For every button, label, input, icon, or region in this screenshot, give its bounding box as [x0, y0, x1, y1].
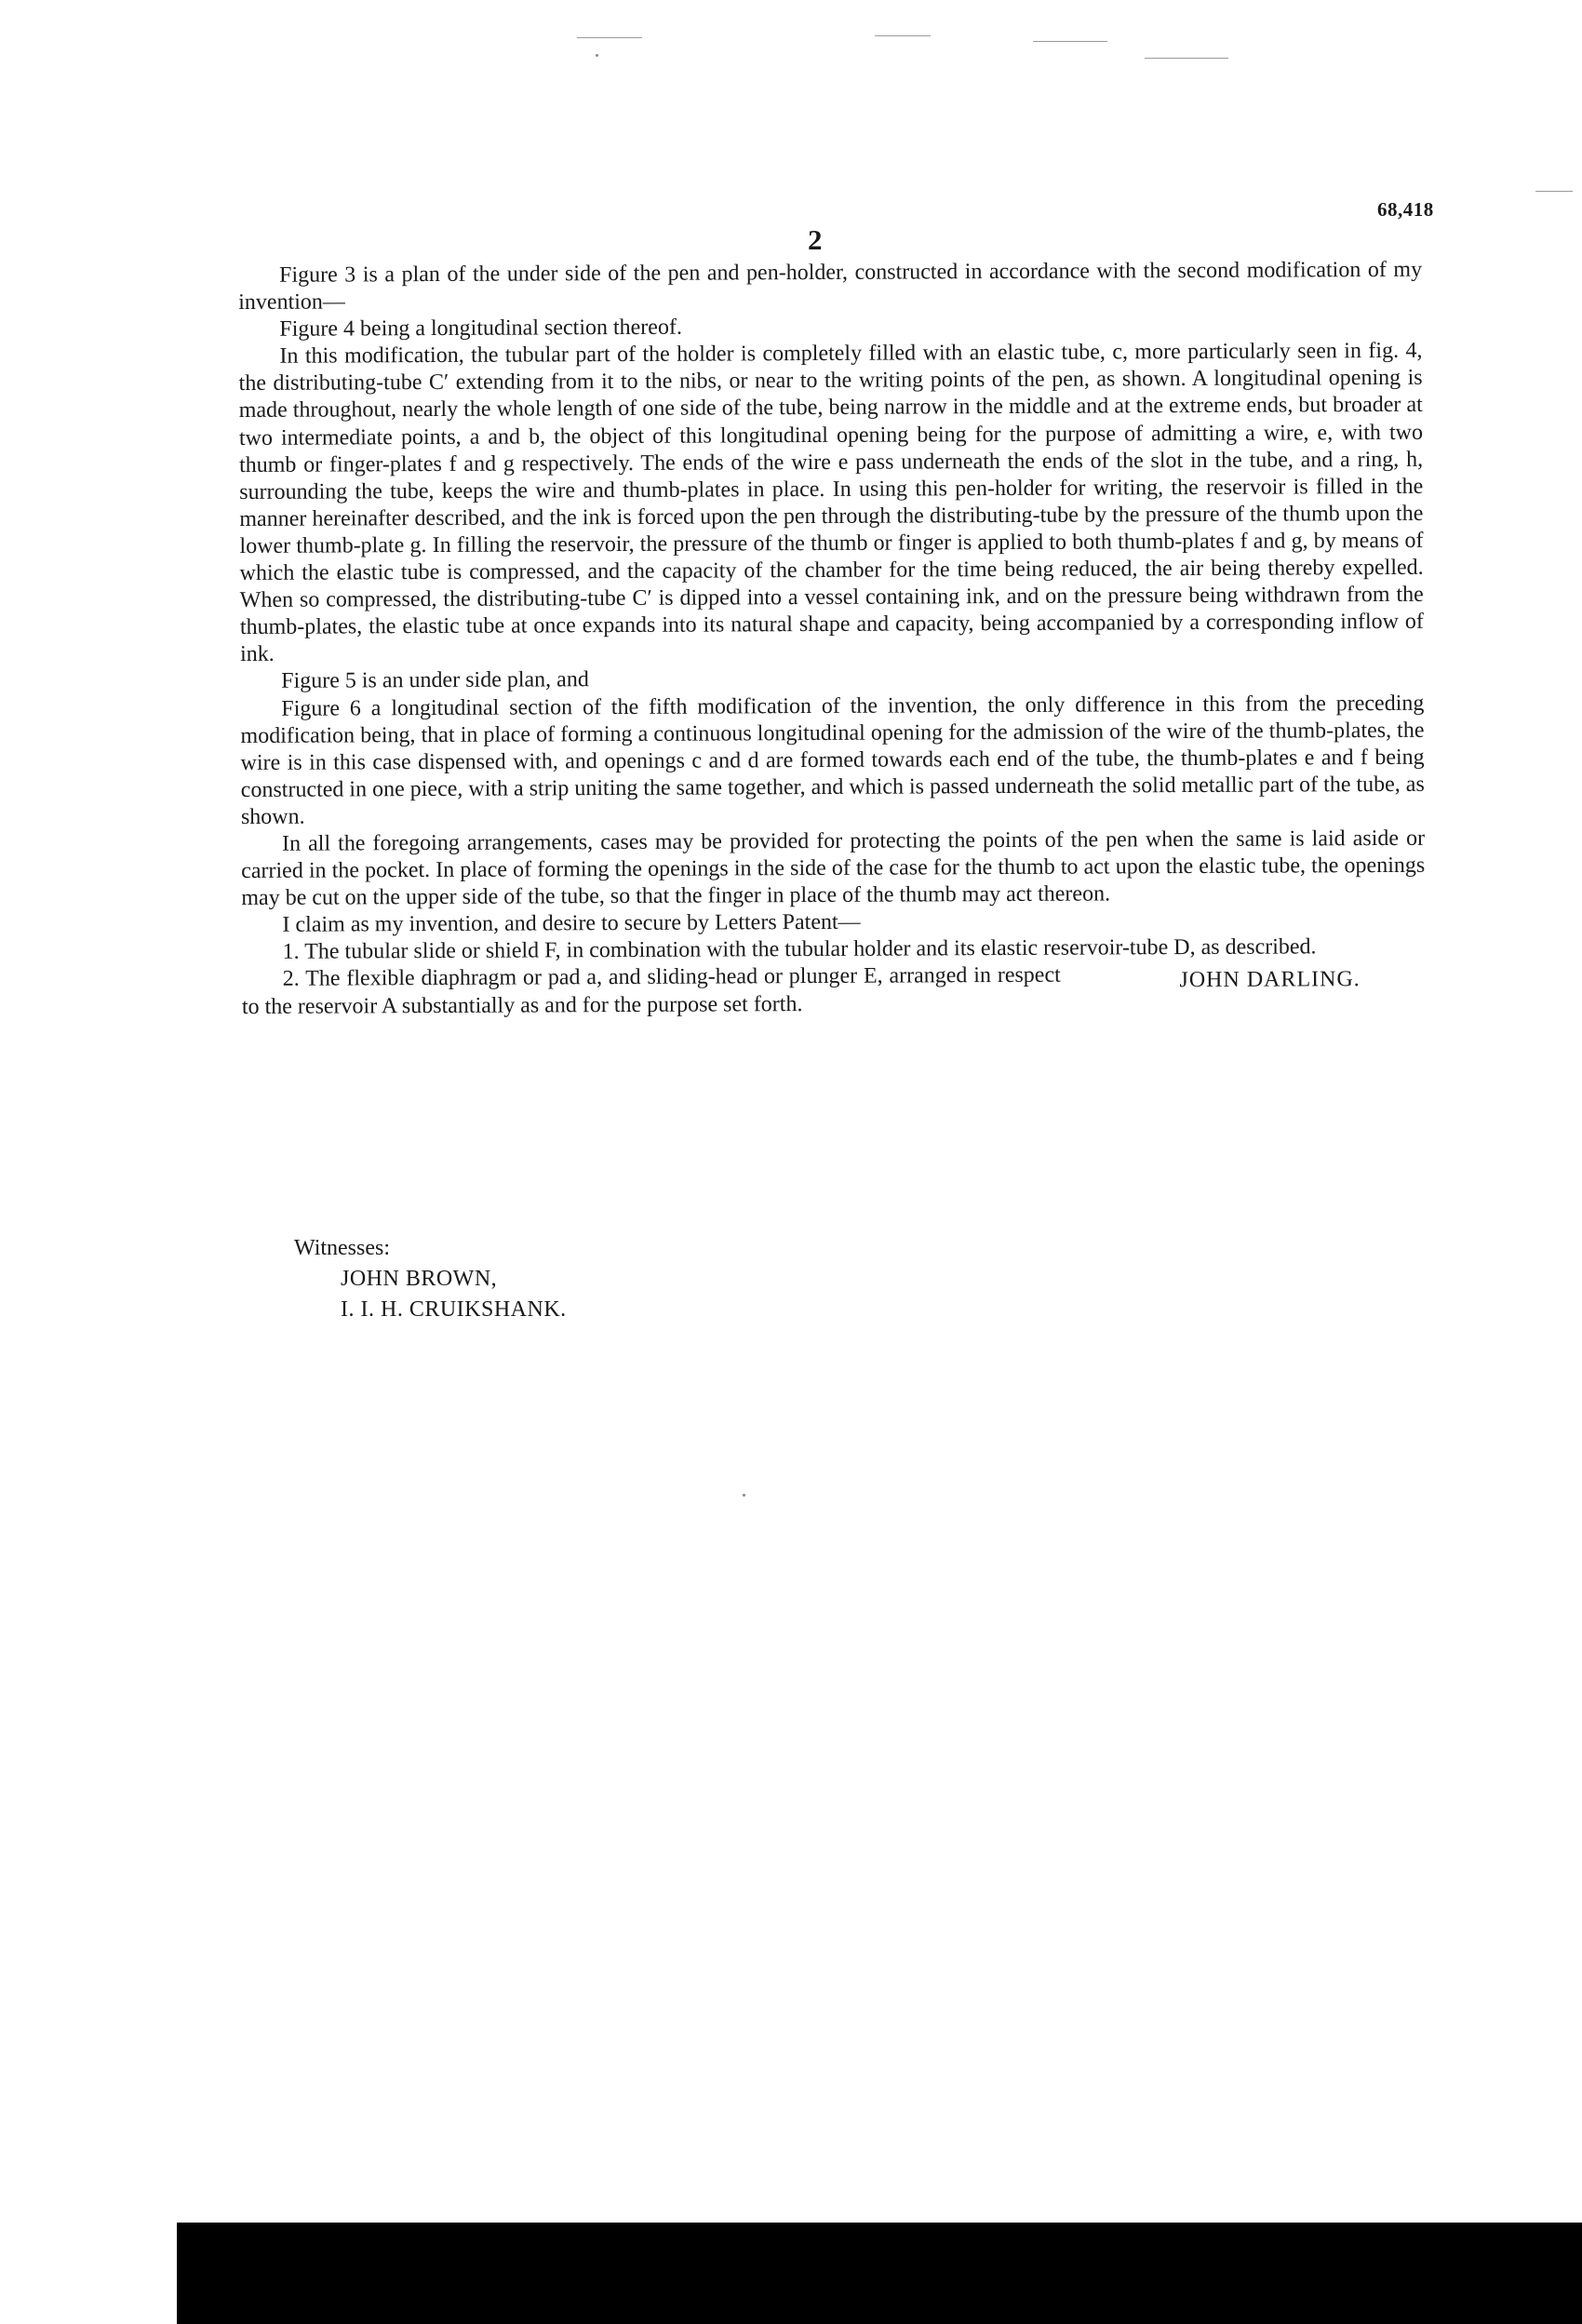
paragraph: Figure 4 being a longitudinal section thereof. [279, 315, 682, 342]
witnesses-label: Witnesses: [294, 1236, 391, 1260]
scan-artifact [875, 35, 931, 36]
scan-artifact [577, 37, 642, 38]
scan-artifact [1145, 58, 1228, 59]
scan-border-bar [177, 2223, 1582, 2324]
claim-2: 2. The flexible diaphragm or pad a, and sliding-head or plunger E, arranged in respect to the reservoir A substantially as and for the purpose set forth. [241, 963, 1061, 1019]
witness-name: I. I. H. CRUIKSHANK. [341, 1297, 567, 1322]
patent-body-text [238, 257, 1426, 1019]
inventor-signature: JOHN DARLING. [1179, 967, 1361, 993]
paragraph: In all the foregoing arrangements, cases may be provided for protecting the points of the pen when the same is laid aside or carried in the pocket. In place of forming the openings in the side of the case for the thumb to act upon the elastic tube, the openings may be cut on the upper side of the tube, so that the finger in place of the thumb may act thereon. [241, 826, 1426, 911]
paragraph: In this modification, the tubular part of the holder is completely filled with an elastic tube, c, more particularly seen in fig. 4, the distributing-tube C′ extending from it to the nibs, or near to the writing points of the pen, as shown. A longitudinal opening is made throughout, nearly the whole length of one side of the tube, being narrow in the middle and at the extreme ends, but broader at two intermediate points, a and b, the object of this longitudinal opening being for the purpose of admitting a wire, e, with two thumb or finger-plates f and g respectively. The ends of the wire e pass underneath the ends of the slot in the tube, and a ring, h, surrounding the tube, keeps the wire and thumb-plates in place. In using this pen-holder for writing, the reservoir is filled in the manner hereinafter described, and the ink is forced upon the pen through the distributing-tube by the pressure of the thumb upon the lower thumb-plate g. In filling the reservoir, the pressure of the thumb or finger is applied to both thumb-plates f and g, by means of which the elastic tube is compressed, and the capacity of the chamber for the time being reduced, the air being thereby expelled. When so compressed, the distributing-tube C′ is dipped into a vessel containing ink, and on the pressure being withdrawn from the thumb-plates, the elastic tube at once expands into its natural shape and capacity, being accompanied by a corresponding inflow of ink. [238, 339, 1424, 667]
witness-name: JOHN BROWN, [341, 1267, 498, 1291]
paragraph: 1. The tubular slide or shield F, in combination with the tubular holder and its elastic reservoir-tube D, as described. [282, 934, 1317, 965]
paragraph: Figure 3 is a plan of the under side of the pen and pen-holder, constructed in accordance with the second modification of my invention— [238, 257, 1423, 316]
claim-2-row [241, 960, 1426, 1019]
patent-number: 68,418 [1377, 198, 1434, 221]
paragraph: I claim as my invention, and desire to secure by Letters Patent— [282, 909, 861, 938]
scan-speck [743, 1494, 745, 1497]
scan-artifact [1033, 41, 1107, 42]
scan-speck [596, 54, 598, 57]
page-number: 2 [808, 223, 823, 256]
witnesses-block [294, 1233, 567, 1325]
scan-artifact [1535, 191, 1573, 192]
paragraph: Figure 6 a longitudinal section of the fifth modification of the invention, the only difference in this from the preceding modification being, that in place of forming a continuous longitudinal opening for the admission of the wire of the thumb-plates, the wire is in this case dispensed with, and openings c and d are formed towards each end of the tube, the thumb-plates e and f being constructed in one piece, with a strip uniting the same together, and which is passed underneath the solid metallic part of the tube, as shown. [240, 691, 1425, 829]
paragraph: Figure 5 is an under side plan, and [281, 667, 589, 694]
